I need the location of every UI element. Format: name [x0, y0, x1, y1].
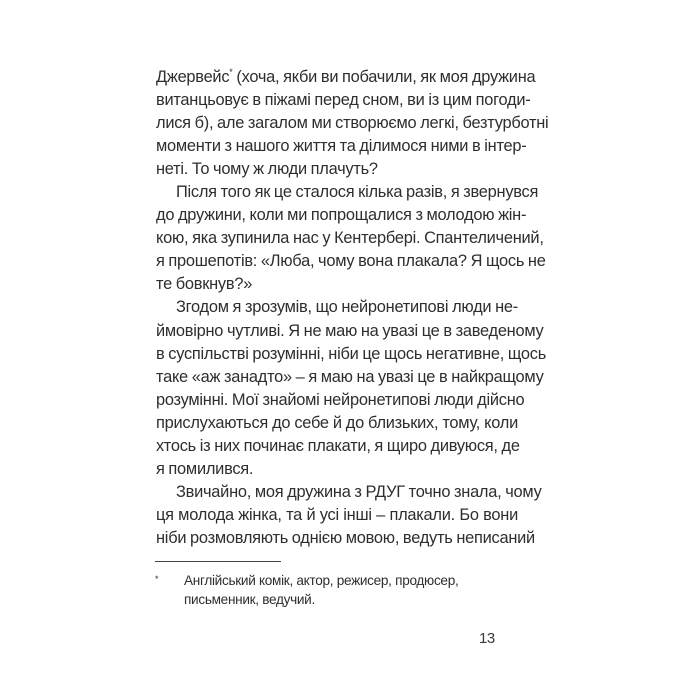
footnote: [155, 571, 518, 609]
body-line-1: [156, 66, 536, 89]
body-line-13: в суспільстві розумінні, ніби це щось негативне, щось: [156, 344, 546, 363]
body-line-8: кою, яка зупинила нас у Кентербері. Спантеличений,: [156, 229, 544, 248]
body-line-17: хтось із них починає плакати, я щиро дивуюся, де: [156, 436, 520, 455]
body-line-9: я прошепотів: «Люба, чому вона плакала? Я щось не: [156, 252, 546, 271]
body-line-19: Звичайно, моя дружина з РДУГ точно знала, чому: [176, 482, 542, 501]
footnote-reference[interactable]: *: [229, 67, 233, 77]
body-line-15: розумінні. Мої знайомі нейронетипові люди дійсно: [156, 390, 525, 409]
footnote-text: Англійський комік, актор, режисер, продюсер, письменник, ведучий.: [184, 573, 459, 607]
line-text: Джервейс: [156, 68, 230, 86]
body-line-12: ймовірно чутливі. Я не маю на увазі це в заведеному: [156, 321, 544, 340]
body-line-16: прислухаються до себе й до близьких, тому, коли: [156, 413, 518, 432]
body-line-18: я помилився.: [156, 459, 254, 478]
footnote-marker: *: [155, 574, 159, 584]
footnote-divider: [155, 561, 281, 562]
body-line-6: Після того як це сталося кілька разів, я звернувся: [176, 183, 539, 202]
body-line-11: Згодом я зрозумів, що нейронетипові люди не-: [176, 298, 518, 317]
body-text: [156, 66, 549, 550]
body-line-20: ця молода жінка, та й усі інші – плакали. Бо вони: [156, 505, 518, 524]
body-line-3: лися б), але загалом ми створюємо легкі, безтурботні: [156, 114, 549, 133]
body-line-7: до дружини, коли ми попрощалися з молодою жін-: [156, 206, 527, 225]
body-line-4: моменти з нашого життя та ділимося ними в інтер-: [156, 137, 527, 156]
body-line-21: ніби розмовляють однією мовою, ведуть неписаний: [156, 528, 535, 547]
body-line-14: таке «аж занадто» – я маю на увазі це в найкращому: [156, 367, 544, 386]
body-line-5: неті. То чому ж люди плачуть?: [156, 160, 378, 179]
line-text-continued: (хоча, якби ви побачили, як моя дружина: [232, 68, 536, 86]
body-line-2: витанцьовує в піжамі перед сном, ви із цим погоди-: [156, 91, 531, 110]
page-number: 13: [479, 630, 495, 647]
body-line-10: те бовкнув?»: [156, 275, 253, 294]
